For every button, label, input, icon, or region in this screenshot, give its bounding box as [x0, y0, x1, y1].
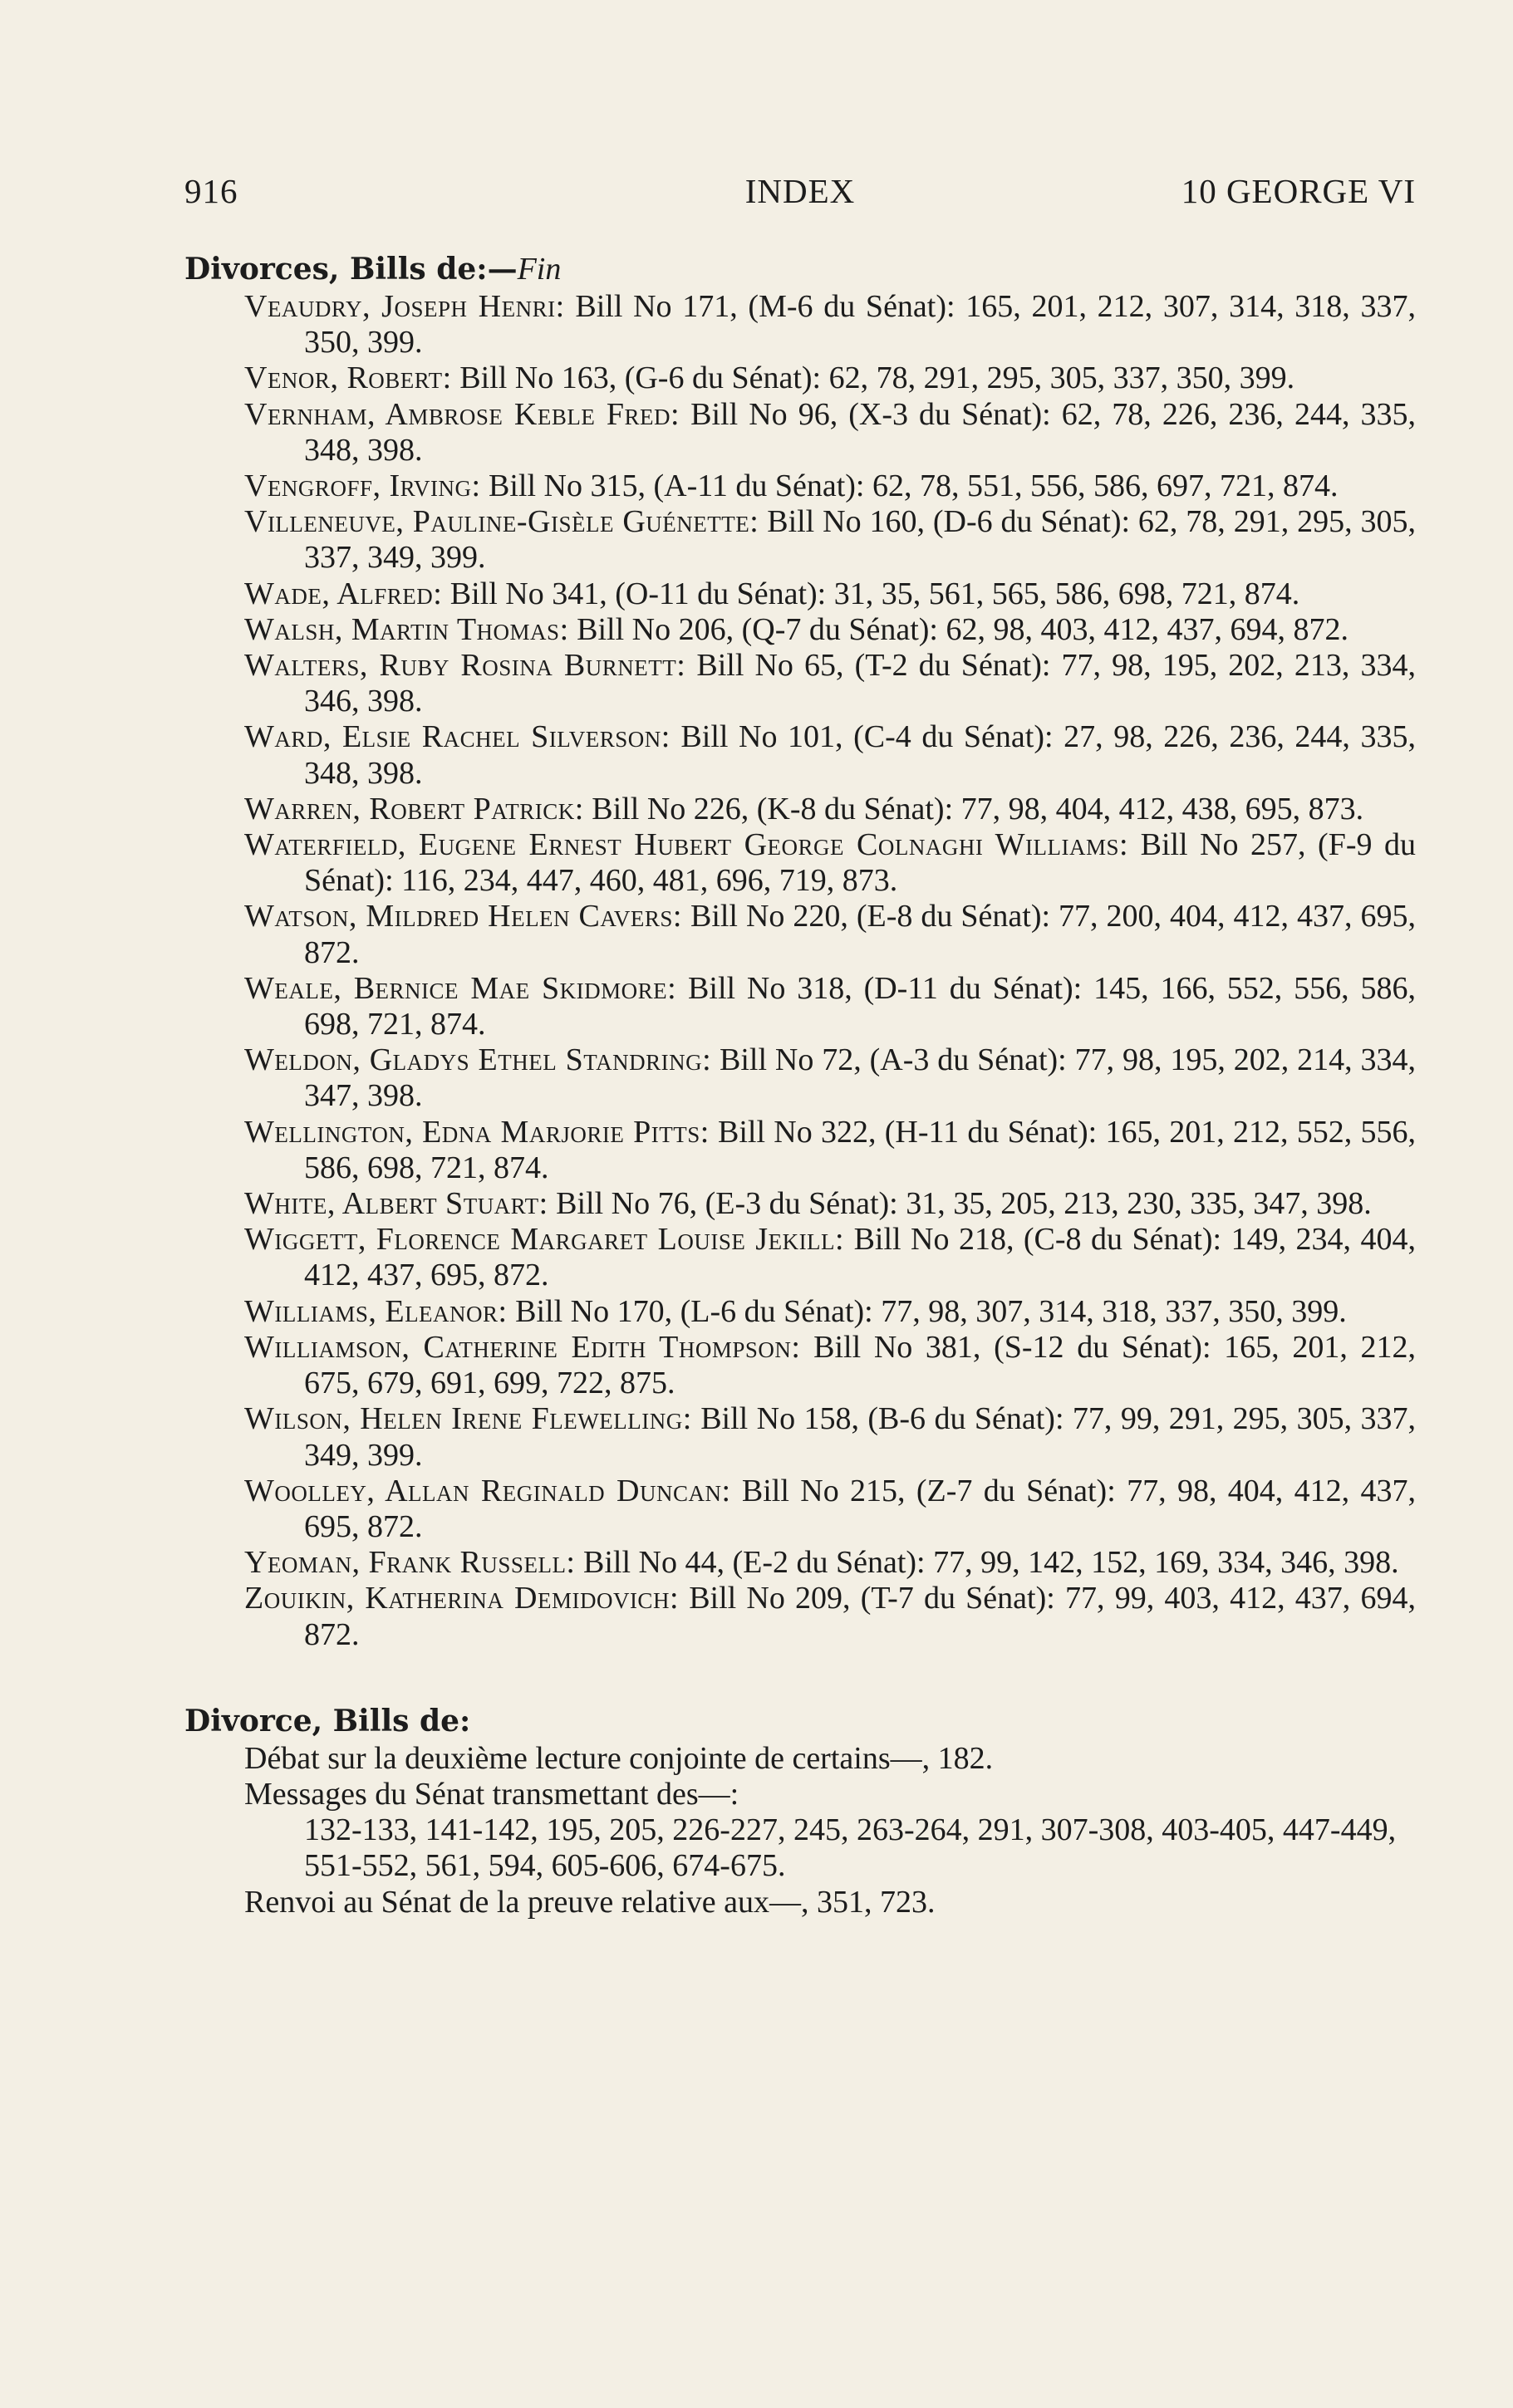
index-entry: [184, 792, 1416, 827]
entry-name: Williamson, Catherine Edith Thompson:: [244, 1329, 801, 1365]
subentry-renvoi: Renvoi au Sénat de la preuve relative aux—, 351, 723.: [244, 1884, 936, 1920]
entry-name: Wiggett, Florence Margaret Louise Jekill:: [244, 1222, 845, 1258]
subentry-messages-pages: 132-133, 141-142, 195, 205, 226-227, 245, 263-264, 291, 307-308, 403-405, 447-449, 551-552, 561, 594, 605-606, 674-675.: [304, 1812, 1397, 1884]
running-reign: 10 GEORGE VI: [1181, 172, 1416, 210]
entry-name: Watson, Mildred Helen Cavers:: [244, 899, 682, 934]
index-entry: [184, 1474, 1416, 1545]
entry-refs: Bill No 96, (X-3 du Sénat): 62, 78, 226, 236, 244, 335, 348, 398.: [304, 396, 1416, 468]
page-number: 916: [184, 172, 238, 210]
entry-refs: Bill No 381, (S-12 du Sénat): 165, 201, 212, 675, 679, 691, 699, 722, 875.: [304, 1329, 1416, 1401]
entry-name: Ward, Elsie Rachel Silverson:: [244, 719, 671, 755]
index-entry: [184, 899, 1416, 970]
running-title: INDEX: [744, 172, 856, 210]
index-body: [184, 249, 1416, 1920]
entry-refs: Bill No 318, (D-11 du Sénat): 145, 166, 552, 556, 586, 698, 721, 874.: [304, 970, 1416, 1042]
entry-name: Warren, Robert Patrick:: [244, 791, 584, 826]
index-entry: [184, 719, 1416, 791]
index-entry: [184, 827, 1416, 899]
entry-name: Villeneuve, Pauline-Gisèle Guénette:: [244, 504, 759, 540]
entry-name: White, Albert Stuart:: [244, 1186, 548, 1222]
entry-name: Waterfield, Eugene Ernest Hubert George Colnaghi Williams:: [244, 827, 1129, 863]
entry-name: Weale, Bernice Mae Skidmore:: [244, 970, 677, 1006]
entry-name: Vernham, Ambrose Keble Fred:: [244, 396, 680, 432]
section-heading-text: Divorces, Bills de:—: [184, 252, 518, 287]
index-entry: [184, 468, 1416, 504]
entry-name: Walters, Ruby Rosina Burnett:: [244, 648, 686, 684]
entry-refs: Bill No 220, (E-8 du Sénat): 77, 200, 404, 412, 437, 695, 872.: [304, 899, 1416, 970]
entry-refs: Bill No 215, (Z-7 du Sénat): 77, 98, 404, 412, 437, 695, 872.: [304, 1473, 1416, 1544]
index-entry: [184, 1115, 1416, 1186]
entry-refs: Bill No 171, (M-6 du Sénat): 165, 201, 212, 307, 314, 318, 337, 350, 399.: [304, 289, 1416, 360]
entry-name: Williams, Eleanor:: [244, 1293, 508, 1329]
entry-refs: Bill No 218, (C-8 du Sénat): 149, 234, 404, 412, 437, 695, 872.: [304, 1222, 1416, 1293]
index-entry: [184, 289, 1416, 360]
index-entry: [184, 612, 1416, 648]
entry-refs: Bill No 257, (F-9 du Sénat): 116, 234, 447, 460, 481, 696, 719, 873.: [304, 827, 1417, 899]
index-entry: [184, 1186, 1416, 1222]
index-entry: [184, 1401, 1416, 1473]
entry-name: Wellington, Edna Marjorie Pitts:: [244, 1114, 710, 1150]
entry-refs: Bill No 226, (K-8 du Sénat): 77, 98, 404, 412, 438, 695, 873.: [583, 791, 1364, 826]
index-entry: [184, 504, 1416, 576]
entry-name: Weldon, Gladys Ethel Standring:: [244, 1042, 712, 1078]
entry-refs: Bill No 209, (T-7 du Sénat): 77, 99, 403, 412, 437, 694, 872.: [304, 1581, 1416, 1652]
section-heading-divorce: Divorce, Bills de:: [184, 1703, 471, 1739]
entry-name: Yeoman, Frank Russell:: [244, 1545, 576, 1581]
index-entry: [184, 1545, 1416, 1581]
index-entry: [184, 1581, 1416, 1652]
entry-refs: Bill No 170, (L-6 du Sénat): 77, 98, 307, 314, 318, 337, 350, 399.: [507, 1293, 1347, 1329]
entry-refs: Bill No 160, (D-6 du Sénat): 62, 78, 291, 295, 305, 337, 349, 399.: [304, 504, 1416, 576]
entry-refs: Bill No 101, (C-4 du Sénat): 27, 98, 226, 236, 244, 335, 348, 398.: [304, 719, 1416, 791]
entry-refs: Bill No 315, (A-11 du Sénat): 62, 78, 551, 556, 586, 697, 721, 874.: [480, 468, 1339, 504]
index-entry: [184, 648, 1416, 719]
entry-refs: Bill No 206, (Q-7 du Sénat): 62, 98, 403, 412, 437, 694, 872.: [568, 611, 1348, 647]
entry-refs: Bill No 65, (T-2 du Sénat): 77, 98, 195, 202, 213, 334, 346, 398.: [304, 648, 1416, 719]
index-entry: [184, 1222, 1416, 1293]
entry-refs: Bill No 163, (G-6 du Sénat): 62, 78, 291, 295, 305, 337, 350, 399.: [451, 360, 1295, 396]
section-heading-fin: Fin: [517, 252, 562, 287]
entry-refs: Bill No 76, (E-3 du Sénat): 31, 35, 205, 213, 230, 335, 347, 398.: [548, 1186, 1372, 1222]
index-entry: [184, 1042, 1416, 1114]
section-spacer: [184, 1653, 1416, 1701]
index-entry: [184, 1294, 1416, 1330]
index-entry: [184, 576, 1416, 612]
entry-refs: Bill No 44, (E-2 du Sénat): 77, 99, 142, 152, 169, 334, 346, 398.: [575, 1545, 1399, 1581]
entry-name: Veaudry, Joseph Henri:: [244, 289, 565, 324]
entry-name: Venor, Robert:: [244, 360, 452, 396]
entry-name: Vengroff, Irving:: [244, 468, 481, 504]
entry-name: Woolley, Allan Reginald Duncan:: [244, 1473, 731, 1508]
index-entry: [184, 360, 1416, 396]
entry-refs: Bill No 341, (O-11 du Sénat): 31, 35, 561, 565, 586, 698, 721, 874.: [442, 576, 1300, 611]
section-heading-divorces: [184, 249, 1416, 289]
entry-refs: Bill No 72, (A-3 du Sénat): 77, 98, 195, 202, 214, 334, 347, 398.: [304, 1042, 1417, 1114]
index-entry: [184, 397, 1416, 468]
index-entry: [184, 971, 1416, 1042]
entry-name: Walsh, Martin Thomas:: [244, 611, 569, 647]
subentry-messages: Messages du Sénat transmettant des—:: [244, 1776, 739, 1812]
index-entry: [184, 1330, 1416, 1401]
entry-name: Wade, Alfred:: [244, 576, 443, 611]
entry-refs: Bill No 158, (B-6 du Sénat): 77, 99, 291, 295, 305, 337, 349, 399.: [304, 1401, 1416, 1473]
subentry-debat: Débat sur la deuxième lecture conjointe de certains—, 182.: [244, 1740, 994, 1776]
entry-name: Wilson, Helen Irene Flewelling:: [244, 1401, 692, 1437]
entry-name: Zouikin, Katherina Demidovich:: [244, 1581, 679, 1616]
entry-refs: Bill No 322, (H-11 du Sénat): 165, 201, 212, 552, 556, 586, 698, 721, 874.: [304, 1114, 1416, 1185]
